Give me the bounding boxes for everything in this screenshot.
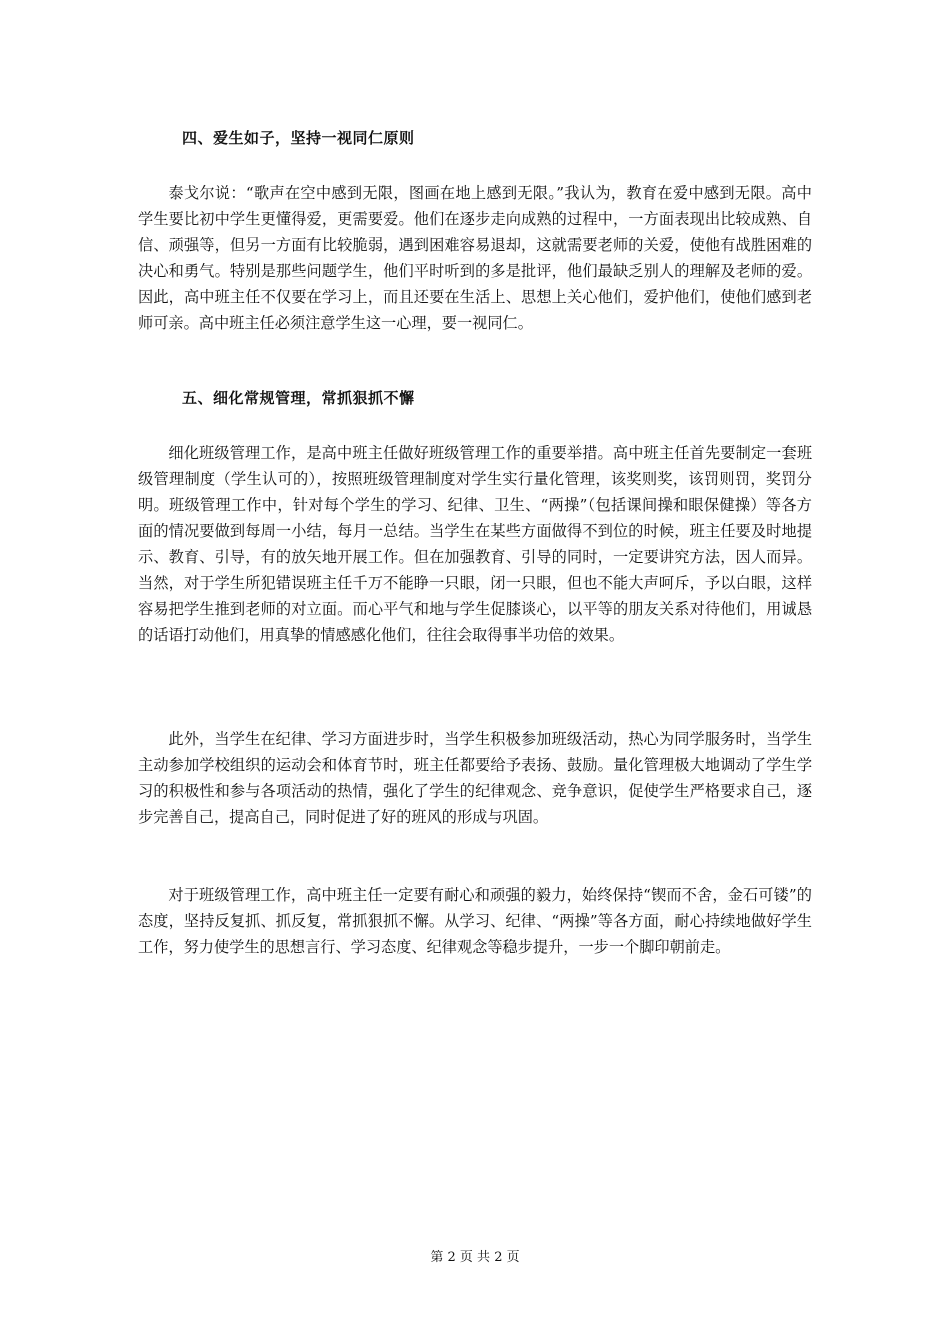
section-5-paragraph-2: 此外，当学生在纪律、学习方面进步时，当学生积极参加班级活动，热心为同学服务时，当学生主动参加学校组织的运动会和体育节时，班主任都要给予表扬、鼓励。量化管理极大地调动了学生学习的积极性和参与各项活动的热情，强化了学生的纪律观念、竞争意识，促使学生严格要求自己，逐步完善自己，提高自己，同时促进了好的班风的形成与巩固。: [138, 730, 812, 826]
section-5-paragraph-1: 细化班级管理工作，是高中班主任做好班级管理工作的重要举措。高中班主任首先要制定一套班级管理制度（学生认可的），按照班级管理制度对学生实行量化管理，该奖则奖，该罚则罚，奖罚分明。班级管理工作中，针对每个学生的学习、纪律、卫生、“两操”（包括课间操和眼保健操）等各方面的情况要做到每周一小结，每月一总结。当学生在某些方面做得不到位的时候，班主任要及时地提示、教育、引导，有的放矢地开展工作。但在加强教育、引导的同时，一定要讲究方法，因人而异。当然，对于学生所犯错误班主任千万不能睁一只眼，闭一只眼，但也不能大声呵斥，予以白眼，这样容易把学生推到老师的对立面。而心平气和地与学生促膝谈心，以平等的朋友关系对待他们，用诚恳的话语打动他们，用真挚的情感感化他们，往往会取得事半功倍的效果。: [138, 444, 812, 644]
section-5-heading: 五、细化常规管理，常抓狠抓不懈: [182, 389, 415, 407]
page-number-footer: 第 2 页 共 2 页: [430, 1250, 520, 1265]
section-4-heading: 四、爱生如子，坚持一视同仁原则: [182, 129, 415, 147]
section-5-paragraph-3: 对于班级管理工作，高中班主任一定要有耐心和顽强的毅力，始终保持“锲而不舍，金石可镂”的态度，坚持反复抓、抓反复，常抓狠抓不懈。从学习、纪律、“两操”等各方面，耐心持续地做好学生工作，努力使学生的思想言行、学习态度、纪律观念等稳步提升，一步一个脚印朝前走。: [138, 886, 812, 956]
section-4-paragraph: 泰戈尔说：“歌声在空中感到无限，图画在地上感到无限。”我认为，教育在爱中感到无限。高中学生要比初中学生更懂得爱，更需要爱。他们在逐步走向成熟的过程中，一方面表现出比较成熟、自信、顽强等，但另一方面有比较脆弱，遇到困难容易退却，这就需要老师的关爱，使他有战胜困难的决心和勇气。特别是那些问题学生，他们平时听到的多是批评，他们最缺乏别人的理解及老师的爱。因此，高中班主任不仅要在学习上，而且还要在生活上、思想上关心他们，爱护他们，使他们感到老师可亲。高中班主任必须注意学生这一心理，要一视同仁。: [138, 184, 812, 332]
